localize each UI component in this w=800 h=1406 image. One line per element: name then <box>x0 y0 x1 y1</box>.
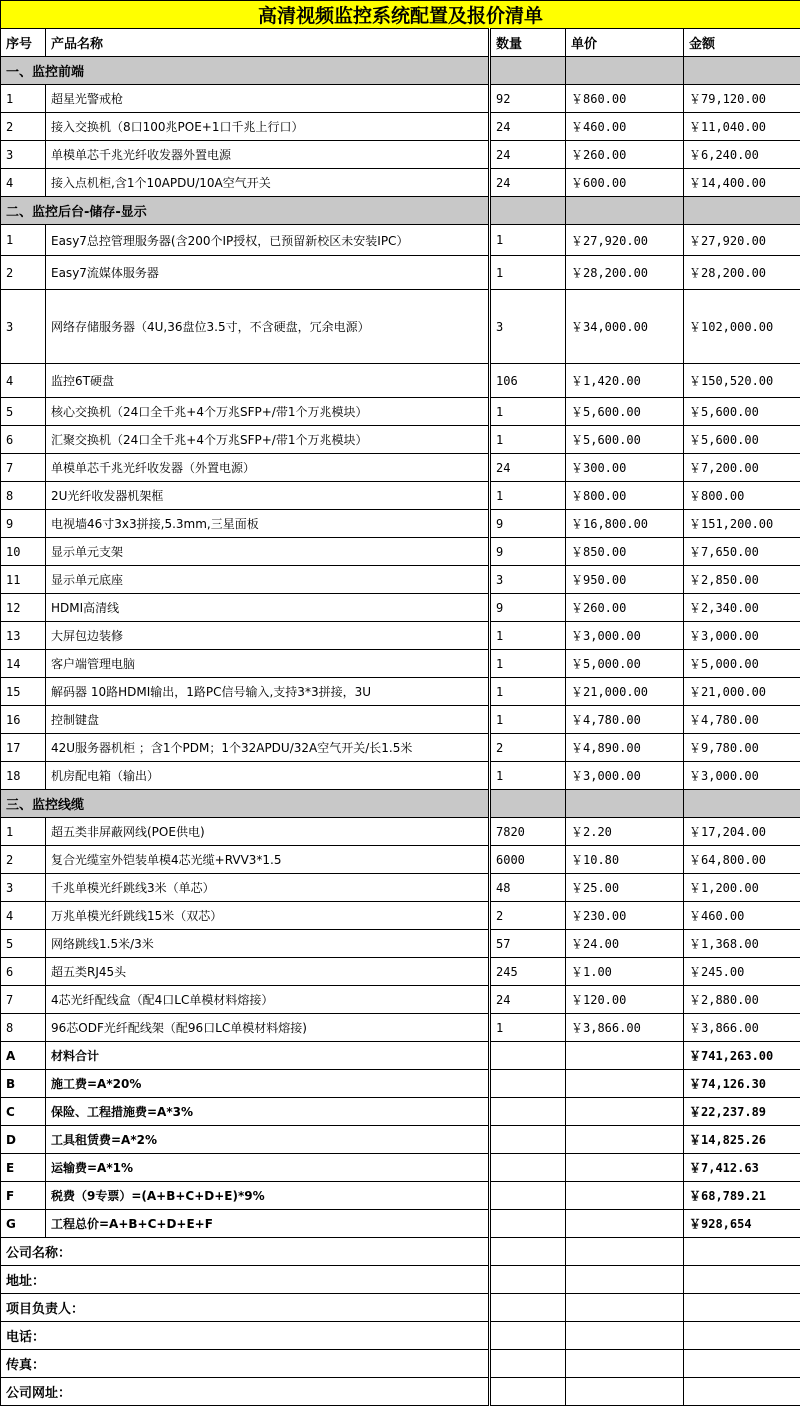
total-code[interactable]: C <box>1 1098 46 1126</box>
cell-amount[interactable]: ￥5,600.00 <box>684 426 800 454</box>
cell-qty[interactable]: 1 <box>490 398 566 426</box>
cell-amount[interactable]: ￥151,200.00 <box>684 510 800 538</box>
cell-qty[interactable]: 6000 <box>490 846 566 874</box>
cell-price[interactable]: ￥950.00 <box>566 566 684 594</box>
cell-amount[interactable]: ￥17,204.00 <box>684 818 800 846</box>
cell-qty[interactable]: 1 <box>490 426 566 454</box>
info-row <box>1 1294 800 1322</box>
cell-price[interactable]: ￥5,600.00 <box>566 426 684 454</box>
cell-name[interactable]: 超五类RJ45头 <box>46 958 490 986</box>
cell-amount[interactable]: ￥150,520.00 <box>684 364 800 398</box>
cell-qty[interactable] <box>490 57 566 85</box>
info-label[interactable]: 公司网址： <box>1 1378 490 1406</box>
cell-price[interactable] <box>566 1266 684 1294</box>
cell-price[interactable]: ￥2.20 <box>566 818 684 846</box>
cell-seq[interactable]: 16 <box>1 706 46 734</box>
cell-name[interactable]: 接入交换机（8口100兆POE+1口千兆上行口） <box>46 113 490 141</box>
cell-price[interactable]: ￥5,600.00 <box>566 398 684 426</box>
cell-seq[interactable]: 1 <box>1 818 46 846</box>
cell-seq[interactable]: 4 <box>1 902 46 930</box>
info-row <box>1 1322 800 1350</box>
cell-amount[interactable] <box>684 57 800 85</box>
cell-price[interactable] <box>566 1322 684 1350</box>
cell-seq[interactable]: 5 <box>1 398 46 426</box>
total-amount[interactable]: ￥928,654 <box>684 1210 800 1238</box>
cell-name[interactable]: 超五类非屏蔽网线(POE供电) <box>46 818 490 846</box>
cell-seq[interactable]: 11 <box>1 566 46 594</box>
cell-qty[interactable] <box>490 1266 566 1294</box>
total-label[interactable]: 运输费=A*1% <box>46 1154 490 1182</box>
cell-amount[interactable]: ￥5,000.00 <box>684 650 800 678</box>
cell-seq[interactable]: 3 <box>1 874 46 902</box>
section-row <box>1 790 800 818</box>
cell-price[interactable]: ￥230.00 <box>566 902 684 930</box>
cell-name[interactable]: Easy7总控管理服务器(含200个IP授权，已预留新校区未安装IPC） <box>46 225 490 256</box>
header-name[interactable]: 产品名称 <box>46 29 490 57</box>
cell-qty[interactable]: 48 <box>490 874 566 902</box>
cell-amount[interactable]: ￥800.00 <box>684 482 800 510</box>
cell-amount[interactable]: ￥460.00 <box>684 902 800 930</box>
cell-seq[interactable]: 8 <box>1 1014 46 1042</box>
cell-price[interactable] <box>566 1154 684 1182</box>
total-amount[interactable]: ￥7,412.63 <box>684 1154 800 1182</box>
table-row <box>1 902 800 930</box>
section-label[interactable]: 一、监控前端 <box>1 57 490 85</box>
cell-seq[interactable]: 4 <box>1 364 46 398</box>
cell-qty[interactable] <box>490 1182 566 1210</box>
cell-price[interactable]: ￥34,000.00 <box>566 290 684 364</box>
cell-seq[interactable]: 3 <box>1 290 46 364</box>
total-amount[interactable]: ￥14,825.26 <box>684 1126 800 1154</box>
cell-qty[interactable] <box>490 1042 566 1070</box>
cell-amount[interactable]: ￥21,000.00 <box>684 678 800 706</box>
cell-amount[interactable] <box>684 1266 800 1294</box>
cell-name[interactable]: 大屏包边装修 <box>46 622 490 650</box>
info-row <box>1 1378 800 1406</box>
cell-price[interactable]: ￥27,920.00 <box>566 225 684 256</box>
cell-qty[interactable] <box>490 1210 566 1238</box>
total-label[interactable]: 保险、工程措施费=A*3% <box>46 1098 490 1126</box>
cell-qty[interactable]: 3 <box>490 290 566 364</box>
table-row <box>1 874 800 902</box>
cell-price[interactable]: ￥28,200.00 <box>566 256 684 290</box>
cell-price[interactable] <box>566 1350 684 1378</box>
info-label[interactable]: 项目负责人： <box>1 1294 490 1322</box>
sheet-title[interactable]: 高清视频监控系统配置及报价清单 <box>1 1 800 29</box>
cell-name[interactable]: 万兆单模光纤跳线15米（双芯） <box>46 902 490 930</box>
table-row <box>1 818 800 846</box>
cell-amount[interactable]: ￥14,400.00 <box>684 169 800 197</box>
table-row <box>1 256 800 290</box>
total-row <box>1 1210 800 1238</box>
cell-name[interactable]: 96芯ODF光纤配线架（配96口LC单模材料熔接) <box>46 1014 490 1042</box>
cell-seq[interactable]: 4 <box>1 169 46 197</box>
cell-qty[interactable]: 24 <box>490 169 566 197</box>
cell-qty[interactable]: 1 <box>490 650 566 678</box>
cell-qty[interactable]: 24 <box>490 141 566 169</box>
cell-qty[interactable] <box>490 1154 566 1182</box>
cell-amount[interactable] <box>684 1350 800 1378</box>
cell-qty[interactable]: 24 <box>490 113 566 141</box>
table-row <box>1 678 800 706</box>
cell-name[interactable]: 千兆单模光纤跳线3米（单芯） <box>46 874 490 902</box>
cell-seq[interactable]: 6 <box>1 958 46 986</box>
cell-amount[interactable] <box>684 1322 800 1350</box>
cell-name[interactable]: 汇聚交换机（24口全千兆+4个万兆SFP+/带1个万兆模块） <box>46 426 490 454</box>
cell-name[interactable]: 网络存储服务器（4U,36盘位3.5寸，不含硬盘，冗余电源） <box>46 290 490 364</box>
cell-price[interactable] <box>566 1182 684 1210</box>
table-row <box>1 113 800 141</box>
cell-qty[interactable]: 2 <box>490 734 566 762</box>
cell-name[interactable]: Easy7流媒体服务器 <box>46 256 490 290</box>
cell-qty[interactable] <box>490 790 566 818</box>
cell-amount[interactable] <box>684 790 800 818</box>
cell-amount[interactable] <box>684 197 800 225</box>
total-row <box>1 1182 800 1210</box>
cell-amount[interactable]: ￥3,000.00 <box>684 762 800 790</box>
cell-price[interactable] <box>566 1294 684 1322</box>
cell-name[interactable]: 电视墙46寸3x3拼接,5.3mm,三星面板 <box>46 510 490 538</box>
table-row <box>1 398 800 426</box>
cell-qty[interactable]: 24 <box>490 454 566 482</box>
cell-amount[interactable]: ￥102,000.00 <box>684 290 800 364</box>
cell-amount[interactable]: ￥64,800.00 <box>684 846 800 874</box>
total-label[interactable]: 工具租赁费=A*2% <box>46 1126 490 1154</box>
cell-seq[interactable]: 13 <box>1 622 46 650</box>
cell-qty[interactable] <box>490 1238 566 1266</box>
cell-amount[interactable]: ￥79,120.00 <box>684 85 800 113</box>
section-row <box>1 57 800 85</box>
cell-amount[interactable]: ￥11,040.00 <box>684 113 800 141</box>
cell-name[interactable]: 显示单元底座 <box>46 566 490 594</box>
cell-price[interactable] <box>566 1378 684 1406</box>
cell-qty[interactable] <box>490 197 566 225</box>
table-row <box>1 566 800 594</box>
cell-price[interactable]: ￥10.80 <box>566 846 684 874</box>
cell-qty[interactable]: 1 <box>490 482 566 510</box>
cell-name[interactable]: 单模单芯千兆光纤收发器（外置电源） <box>46 454 490 482</box>
cell-seq[interactable]: 7 <box>1 454 46 482</box>
cell-seq[interactable]: 15 <box>1 678 46 706</box>
total-code[interactable]: A <box>1 1042 46 1070</box>
cell-seq[interactable]: 1 <box>1 225 46 256</box>
table-row <box>1 85 800 113</box>
section-row <box>1 197 800 225</box>
cell-seq[interactable]: 3 <box>1 141 46 169</box>
cell-amount[interactable] <box>684 1294 800 1322</box>
total-row <box>1 1126 800 1154</box>
cell-seq[interactable]: 5 <box>1 930 46 958</box>
cell-qty[interactable] <box>490 1294 566 1322</box>
section-label[interactable]: 二、监控后台-储存-显示 <box>1 197 490 225</box>
cell-amount[interactable] <box>684 1378 800 1406</box>
cell-qty[interactable]: 1 <box>490 678 566 706</box>
cell-qty[interactable]: 1 <box>490 762 566 790</box>
total-row <box>1 1154 800 1182</box>
table-row <box>1 986 800 1014</box>
cell-name[interactable]: 2U光纤收发器机架框 <box>46 482 490 510</box>
cell-seq[interactable]: 2 <box>1 846 46 874</box>
table-row <box>1 482 800 510</box>
cell-qty[interactable]: 2 <box>490 902 566 930</box>
table-row <box>1 650 800 678</box>
cell-seq[interactable]: 1 <box>1 85 46 113</box>
cell-price[interactable]: ￥4,780.00 <box>566 706 684 734</box>
cell-amount[interactable]: ￥2,340.00 <box>684 594 800 622</box>
cell-amount[interactable]: ￥4,780.00 <box>684 706 800 734</box>
cell-name[interactable]: 复合光缆室外铠装单模4芯光缆+RVV3*1.5 <box>46 846 490 874</box>
cell-name[interactable]: 42U服务器机柜 ；含1个PDM；1个32APDU/32A空气开关/长1.5米 <box>46 734 490 762</box>
cell-qty[interactable] <box>490 1098 566 1126</box>
cell-qty[interactable]: 1 <box>490 256 566 290</box>
header-row <box>1 29 800 57</box>
total-code[interactable]: B <box>1 1070 46 1098</box>
cell-name[interactable]: 核心交换机（24口全千兆+4个万兆SFP+/带1个万兆模块） <box>46 398 490 426</box>
cell-price[interactable] <box>566 1070 684 1098</box>
cell-name[interactable]: 接入点机柜,含1个10APDU/10A空气开关 <box>46 169 490 197</box>
cell-amount[interactable]: ￥3,866.00 <box>684 1014 800 1042</box>
cell-name[interactable]: 控制键盘 <box>46 706 490 734</box>
cell-price[interactable]: ￥850.00 <box>566 538 684 566</box>
cell-qty[interactable]: 9 <box>490 538 566 566</box>
table-row <box>1 225 800 256</box>
cell-seq[interactable]: 2 <box>1 113 46 141</box>
info-label[interactable]: 公司名称： <box>1 1238 490 1266</box>
cell-qty[interactable]: 245 <box>490 958 566 986</box>
total-row <box>1 1042 800 1070</box>
cell-qty[interactable]: 9 <box>490 510 566 538</box>
title-row <box>1 1 800 29</box>
cell-price[interactable] <box>566 197 684 225</box>
cell-amount[interactable]: ￥3,000.00 <box>684 622 800 650</box>
table-row <box>1 510 800 538</box>
total-row <box>1 1070 800 1098</box>
cell-qty[interactable] <box>490 1322 566 1350</box>
table-row <box>1 594 800 622</box>
cell-price[interactable]: ￥300.00 <box>566 454 684 482</box>
cell-price[interactable]: ￥260.00 <box>566 594 684 622</box>
cell-price[interactable] <box>566 1098 684 1126</box>
cell-price[interactable]: ￥3,866.00 <box>566 1014 684 1042</box>
cell-amount[interactable]: ￥2,880.00 <box>684 986 800 1014</box>
cell-price[interactable]: ￥5,000.00 <box>566 650 684 678</box>
total-amount[interactable]: ￥68,789.21 <box>684 1182 800 1210</box>
table-row <box>1 958 800 986</box>
cell-price[interactable]: ￥16,800.00 <box>566 510 684 538</box>
cell-seq[interactable]: 14 <box>1 650 46 678</box>
total-label[interactable]: 施工费=A*20% <box>46 1070 490 1098</box>
header-qty[interactable]: 数量 <box>490 29 566 57</box>
info-label[interactable]: 地址： <box>1 1266 490 1294</box>
cell-qty[interactable]: 9 <box>490 594 566 622</box>
cell-seq[interactable]: 6 <box>1 426 46 454</box>
cell-seq[interactable]: 7 <box>1 986 46 1014</box>
cell-price[interactable] <box>566 1126 684 1154</box>
cell-name[interactable]: 单模单芯千兆光纤收发器外置电源 <box>46 141 490 169</box>
info-label[interactable]: 传真： <box>1 1350 490 1378</box>
total-code[interactable]: G <box>1 1210 46 1238</box>
cell-price[interactable]: ￥1,420.00 <box>566 364 684 398</box>
cell-name[interactable]: 机房配电箱（输出） <box>46 762 490 790</box>
header-price[interactable]: 单价 <box>566 29 684 57</box>
total-amount[interactable]: ￥741,263.00 <box>684 1042 800 1070</box>
cell-amount[interactable]: ￥1,200.00 <box>684 874 800 902</box>
table-row <box>1 169 800 197</box>
cell-price[interactable]: ￥120.00 <box>566 986 684 1014</box>
cell-price[interactable]: ￥460.00 <box>566 113 684 141</box>
cell-price[interactable]: ￥21,000.00 <box>566 678 684 706</box>
total-code[interactable]: F <box>1 1182 46 1210</box>
cell-name[interactable]: 4芯光纤配线盒（配4口LC单模材料熔接） <box>46 986 490 1014</box>
info-row <box>1 1266 800 1294</box>
cell-seq[interactable]: 2 <box>1 256 46 290</box>
table-row <box>1 930 800 958</box>
cell-price[interactable]: ￥1.00 <box>566 958 684 986</box>
cell-name[interactable]: HDMI高清线 <box>46 594 490 622</box>
cell-qty[interactable] <box>490 1070 566 1098</box>
cell-price[interactable]: ￥600.00 <box>566 169 684 197</box>
cell-price[interactable]: ￥3,000.00 <box>566 762 684 790</box>
table-row <box>1 622 800 650</box>
cell-name[interactable]: 显示单元支架 <box>46 538 490 566</box>
cell-price[interactable]: ￥24.00 <box>566 930 684 958</box>
cell-price[interactable] <box>566 1042 684 1070</box>
table-row <box>1 762 800 790</box>
cell-price[interactable] <box>566 57 684 85</box>
cell-price[interactable]: ￥260.00 <box>566 141 684 169</box>
cell-amount[interactable]: ￥7,650.00 <box>684 538 800 566</box>
total-row <box>1 1098 800 1126</box>
total-label[interactable]: 工程总价=A+B+C+D+E+F <box>46 1210 490 1238</box>
table-row <box>1 538 800 566</box>
cell-amount[interactable]: ￥27,920.00 <box>684 225 800 256</box>
total-label[interactable]: 材料合计 <box>46 1042 490 1070</box>
cell-qty[interactable]: 106 <box>490 364 566 398</box>
cell-seq[interactable]: 17 <box>1 734 46 762</box>
cell-seq[interactable]: 10 <box>1 538 46 566</box>
cell-amount[interactable]: ￥6,240.00 <box>684 141 800 169</box>
cell-qty[interactable]: 1 <box>490 706 566 734</box>
cell-qty[interactable] <box>490 1378 566 1406</box>
cell-amount[interactable]: ￥28,200.00 <box>684 256 800 290</box>
table-row <box>1 1014 800 1042</box>
cell-price[interactable] <box>566 1210 684 1238</box>
cell-qty[interactable]: 57 <box>490 930 566 958</box>
cell-price[interactable]: ￥25.00 <box>566 874 684 902</box>
table-row <box>1 426 800 454</box>
table-row <box>1 141 800 169</box>
info-row <box>1 1238 800 1266</box>
table-row <box>1 364 800 398</box>
cell-amount[interactable]: ￥1,368.00 <box>684 930 800 958</box>
cell-price[interactable]: ￥860.00 <box>566 85 684 113</box>
total-code[interactable]: D <box>1 1126 46 1154</box>
cell-qty[interactable]: 3 <box>490 566 566 594</box>
cell-price[interactable] <box>566 1238 684 1266</box>
header-seq[interactable]: 序号 <box>1 29 46 57</box>
total-amount[interactable]: ￥74,126.30 <box>684 1070 800 1098</box>
cell-price[interactable] <box>566 790 684 818</box>
cell-qty[interactable]: 1 <box>490 1014 566 1042</box>
cell-qty[interactable] <box>490 1350 566 1378</box>
cell-amount[interactable]: ￥245.00 <box>684 958 800 986</box>
section-label[interactable]: 三、监控线缆 <box>1 790 490 818</box>
cell-qty[interactable]: 92 <box>490 85 566 113</box>
cell-qty[interactable]: 24 <box>490 986 566 1014</box>
cell-seq[interactable]: 12 <box>1 594 46 622</box>
cell-seq[interactable]: 8 <box>1 482 46 510</box>
cell-name[interactable]: 监控6T硬盘 <box>46 364 490 398</box>
cell-amount[interactable]: ￥2,850.00 <box>684 566 800 594</box>
cell-qty[interactable]: 7820 <box>490 818 566 846</box>
cell-name[interactable]: 网络跳线1.5米/3米 <box>46 930 490 958</box>
table-row <box>1 846 800 874</box>
total-code[interactable]: E <box>1 1154 46 1182</box>
cell-price[interactable]: ￥3,000.00 <box>566 622 684 650</box>
cell-amount[interactable]: ￥7,200.00 <box>684 454 800 482</box>
info-row <box>1 1350 800 1378</box>
total-amount[interactable]: ￥22,237.89 <box>684 1098 800 1126</box>
cell-price[interactable]: ￥800.00 <box>566 482 684 510</box>
cell-seq[interactable]: 18 <box>1 762 46 790</box>
table-row <box>1 706 800 734</box>
cell-qty[interactable]: 1 <box>490 225 566 256</box>
cell-name[interactable]: 超星光警戒枪 <box>46 85 490 113</box>
table-row <box>1 734 800 762</box>
cell-price[interactable]: ￥4,890.00 <box>566 734 684 762</box>
table-row <box>1 454 800 482</box>
header-amount[interactable]: 金额 <box>684 29 800 57</box>
info-label[interactable]: 电话： <box>1 1322 490 1350</box>
cell-amount[interactable]: ￥9,780.00 <box>684 734 800 762</box>
cell-amount[interactable] <box>684 1238 800 1266</box>
cell-name[interactable]: 解码器 10路HDMI输出，1路PC信号输入,支持3*3拼接，3U <box>46 678 490 706</box>
cell-seq[interactable]: 9 <box>1 510 46 538</box>
table-row <box>1 290 800 364</box>
cell-name[interactable]: 客户端管理电脑 <box>46 650 490 678</box>
cell-amount[interactable]: ￥5,600.00 <box>684 398 800 426</box>
total-label[interactable]: 税费（9专票）=(A+B+C+D+E)*9% <box>46 1182 490 1210</box>
cell-qty[interactable] <box>490 1126 566 1154</box>
cell-qty[interactable]: 1 <box>490 622 566 650</box>
